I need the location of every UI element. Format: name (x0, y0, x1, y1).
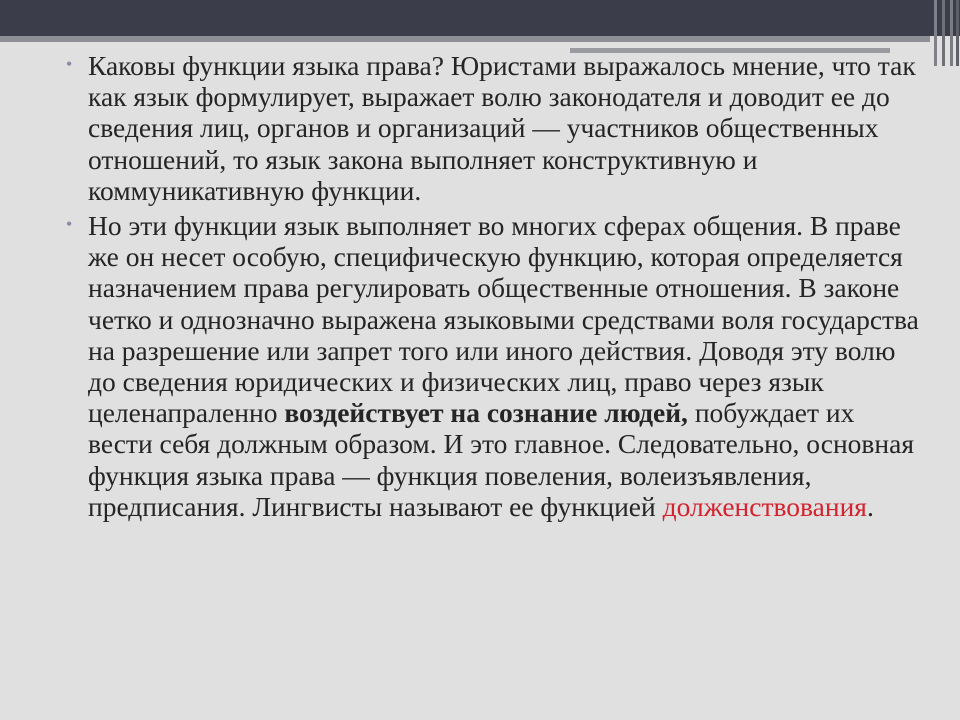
bullet-item-1 (66, 50, 922, 206)
decorative-strip (956, 0, 959, 66)
bullet-text-part-3: . (866, 490, 874, 522)
bullet-text: Каковы функции языка права? Юристами выражалось мнение, что так как язык формулирует, выражает волю законодателя и доводит ее до сведения лиц, органов и организаций — участников общественных отношений, то язык закона выполняет конструктивную и коммуникативную функции. (88, 50, 916, 206)
decorative-strip (934, 0, 937, 66)
bold-phrase: воздействует на сознание людей, (284, 397, 688, 429)
accent-line (0, 36, 930, 42)
decorative-strip (942, 0, 945, 66)
slide-content (66, 50, 922, 526)
bullet-icon: • (66, 214, 73, 235)
top-bar (0, 0, 960, 36)
decorative-strip (950, 0, 953, 66)
bullet-text-part-1: Но эти функции язык выполняет во многих сферах общения. В праве же он несет особую, специфическую функцию, которая определяется назначением права регулировать общественные отношения. В законе четко и однозначно выражена языковыми средствами воля государства на разрешение или запрет того или иного действия. Доводя эту волю до сведения юридических и физических лиц, право через язык целенапраленно (88, 210, 919, 429)
bullet-text-part-2: побуждает их вести себя должным образом. И это главное. Следовательно, основная функция языка права — функция повеления, волеизъявления, предписания. Лингвисты называют ее функцией (88, 397, 914, 522)
bullet-icon: • (66, 54, 73, 74)
highlighted-term: долженствования (662, 490, 867, 522)
bullet-item-2 (66, 210, 922, 522)
corner-decoration (930, 0, 960, 66)
